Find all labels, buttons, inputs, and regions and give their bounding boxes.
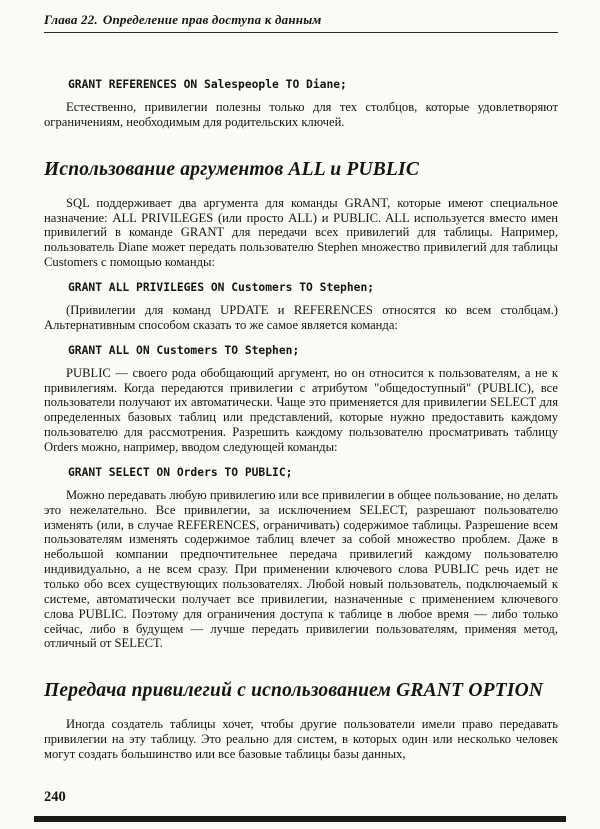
header-rule	[44, 32, 558, 33]
paragraph-public-1: PUBLIC — своего рода обобщающий аргумент, но он относится к пользователям, а не к привилегиям. Когда передаются привилегии с атрибутом "общедоступный" (PUBLIC), все пользователи получают их автоматически. Чаще это применяется для привилегии SELECT для определенных базовых таблиц или представлений, которые нужно предоставить каждому пользователю для рассмотрения. Разрешить каждому пользователю просматривать таблицу Orders можно, например, вводом следующей команды:	[44, 365, 558, 455]
paragraph-intro: Естественно, привилегии полезны только для тех столбцов, которые удовлетворяют ограничениям, необходимым для родительских ключей.	[44, 100, 558, 129]
section-heading-all-public: Использование аргументов ALL и PUBLIC	[44, 158, 420, 180]
sql-code-all: GRANT ALL ON Customers TO Stephen;	[68, 343, 300, 357]
paragraph-all-2: (Привилегии для команд UPDATE и REFERENCES относятся ко всем столбцам.) Альтернативным способом сказать то же самое является команда:	[44, 303, 558, 332]
page-footer	[44, 789, 558, 829]
sql-code-select-public: GRANT SELECT ON Orders TO PUBLIC;	[68, 465, 293, 479]
paragraph-public-2: Можно передавать любую привилегию или все привилегии в общее пользование, но делать это нежелательно. Все привилегии, за исключением SELECT, разрешают пользователю изменять (или, в случае REFERENCES, ограничивать) содержимое таблицы. Разрешение всем пользователям изменять содержимое таблиц влечет за собой множество проблем. Даже в небольшой компании предпочтительнее передача привилегий каждому пользователю индивидуально, а не всем сразу. При применении ключевого слова PUBLIC речь идет не только обо всех существующих пользователях. Любой новый пользователь, подключаемый к системе, автоматически получает все привилегии, назначенные с применением ключевого слова PUBLIC. Поэтому для ограничения доступа к таблице в любое время — либо только сейчас, либо в будущем — лучше передать привилегии пользователям, применяя метод, отличный от SELECT.	[44, 487, 558, 651]
sql-code-references: GRANT REFERENCES ON Salespeople TO Diane;	[68, 78, 347, 91]
chapter-title: Определение прав доступа к данным	[102, 12, 322, 27]
running-header	[44, 10, 558, 32]
footer-rule	[34, 816, 566, 822]
sql-code-all-privileges: GRANT ALL PRIVILEGES ON Customers TO Stephen;	[68, 281, 375, 295]
section-heading-grant-option: Передача привилегий с использованием GRANT OPTION	[44, 680, 544, 702]
chapter-label: Глава 22.	[44, 12, 98, 27]
paragraph-grant-option: Иногда создатель таблицы хочет, чтобы другие пользователи имели право передавать привилегии на эту таблицу. Это реально для систем, в которых один или несколько человек могут создать большинство или все базовые таблицы базы данных,	[44, 717, 558, 762]
page-number: 240	[44, 789, 66, 805]
paragraph-all-1: SQL поддерживает два аргумента для команды GRANT, которые имеют специальное назначение: ALL PRIVILEGES (или просто ALL) и PUBLIC. ALL используется вместо имен привилегий в команде GRANT для передачи всех привилегий для таблицы. Например, пользователь Diane может передать пользователю Stephen множество привилегий для таблицы Customers с помощью команды:	[44, 195, 558, 270]
